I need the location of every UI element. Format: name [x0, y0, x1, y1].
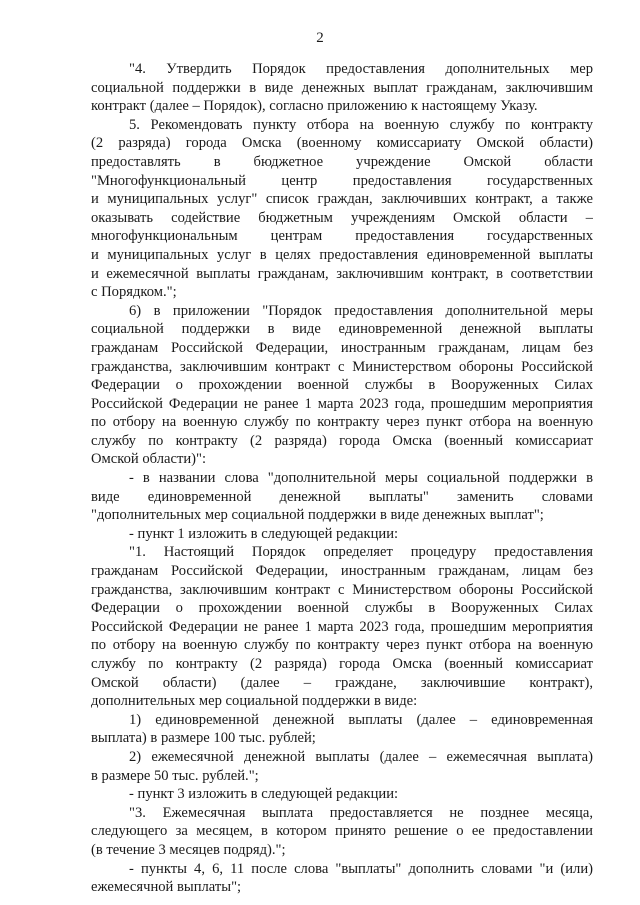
text-line: гражданства, заключившим контракт с Министерством обороны Российской	[91, 581, 593, 598]
text-line: "дополнительных мер социальной поддержки в виде денежных выплат";	[91, 507, 544, 524]
text-line: "3. Ежемесячная выплата предоставляется не позднее месяца,	[129, 804, 593, 821]
text-line: - пункт 1 изложить в следующей редакции:	[129, 525, 399, 542]
text-line: Федерации о прохождении военной службы в Вооруженных Силах	[91, 377, 593, 394]
text-line: и муниципальных услуг" список граждан, заключивших контракт, а также	[91, 191, 593, 208]
text-line: (2 разряда) города Омска (военному комиссариату Омской области)	[91, 135, 593, 152]
text-line: следующего за месяцем, в котором принято решение о ее предоставлении	[91, 823, 593, 840]
text-line: Федерации о прохождении военной службы в Вооруженных Силах	[91, 600, 593, 617]
text-line: 6) в приложении "Порядок предоставления дополнительной меры	[129, 302, 593, 319]
text-line: по отбору на военную службу по контракту через пункт отбора на военную	[91, 637, 593, 654]
text-line: и ежемесячной выплаты гражданам, заключившим контракт, в соответствии	[91, 265, 593, 282]
text-line: службу по контракту (2 разряда) города Омска (военный комиссариат	[91, 656, 593, 672]
text-line: службу по контракту (2 разряда) города Омска (военный комиссариат	[91, 432, 593, 449]
text-line: дополнительных мер социальной поддержки в виде:	[91, 693, 418, 710]
text-line: ежемесячной выплаты";	[91, 879, 242, 896]
text-line: "1. Настоящий Порядок определяет процедуру предоставления	[129, 544, 593, 561]
text-line: "Многофункциональный центр предоставления государственных	[91, 172, 593, 189]
text-line: по отбору на военную службу по контракту через пункт отбора на военную	[91, 414, 593, 431]
text-line: - в названии слова "дополнительной меры социальной поддержки в	[129, 470, 593, 487]
text-line: "4. Утвердить Порядок предоставления дополнительных мер	[129, 61, 593, 77]
text-line: - пункт 3 изложить в следующей редакции:	[129, 786, 399, 803]
text-line: 2) ежемесячной денежной выплаты (далее – ежемесячная выплата)	[129, 748, 593, 765]
text-line: Российской Федерации не ранее 1 марта 2023 года, прошедшим мероприятия	[91, 618, 593, 635]
text-line: гражданам Российской Федерации, иностранным гражданам, лицам без	[91, 563, 593, 580]
text-line: Омской области) (далее – граждане, заключившие контракт),	[91, 674, 593, 691]
text-line: виде единовременной денежной выплаты" заменить словами	[91, 488, 593, 505]
text-line: гражданства, заключившим контракт с Министерством обороны Российской	[91, 358, 593, 375]
document-body	[91, 60, 593, 897]
text-line: и муниципальных услуг в целях предоставления единовременной выплаты	[91, 246, 593, 263]
text-line: Российской Федерации не ранее 1 марта 2023 года, прошедшим мероприятия	[91, 395, 593, 412]
text-line: многофункциональным центрам предоставления государственных	[91, 228, 593, 245]
text-line: предоставлять в бюджетное учреждение Омской области	[91, 153, 593, 170]
text-line: 1) единовременной денежной выплаты (далее – единовременная	[129, 711, 593, 728]
text-line: 5. Рекомендовать пункту отбора на военную службу по контракту	[129, 116, 593, 133]
page-number: 2	[316, 30, 324, 46]
text-line: Омской области)":	[91, 451, 207, 468]
text-line: - пункты 4, 6, 11 после слова "выплаты" дополнить словами "и (или)	[129, 860, 593, 877]
text-line: контракт (далее – Порядок), согласно приложению к настоящему Указу.	[91, 98, 538, 115]
text-line: гражданам Российской Федерации, иностранным гражданам, лицам без	[91, 339, 593, 356]
text-line: с Порядком.";	[91, 284, 177, 301]
text-line: социальной поддержки в виде денежных выплат гражданам, заключившим	[91, 79, 593, 96]
text-line: (в течение 3 месяцев подряд).";	[91, 841, 286, 858]
text-line: социальной поддержки в виде единовременной денежной выплаты	[91, 321, 593, 338]
text-line: в размере 50 тыс. рублей.";	[91, 767, 259, 784]
text-line: выплата) в размере 100 тыс. рублей;	[91, 730, 316, 747]
text-line: оказывать содействие бюджетным учреждениям Омской области –	[91, 209, 593, 226]
